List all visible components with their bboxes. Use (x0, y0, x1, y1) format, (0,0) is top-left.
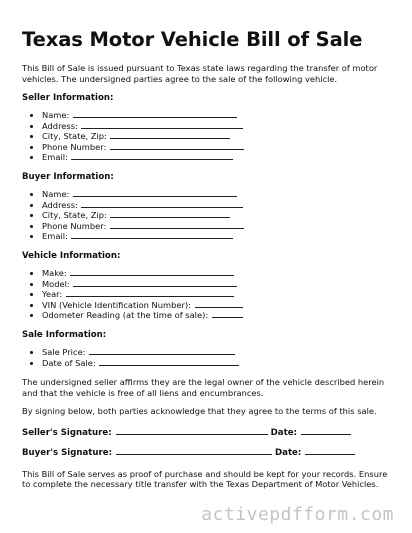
seller-signature-row (22, 427, 394, 439)
vehicle-model-label: Model: (42, 278, 70, 289)
buyer-name-field[interactable] (73, 189, 237, 197)
buyer-address-label: Address: (42, 199, 78, 210)
buyer-email-field[interactable] (71, 231, 233, 239)
buyer-address-item (42, 200, 394, 211)
seller-name-item (42, 110, 394, 121)
seller-phone-item (42, 142, 394, 153)
buyer-email-item (42, 231, 394, 242)
seller-signature-label: Seller's Signature: (22, 427, 112, 438)
seller-signature-field[interactable] (116, 427, 268, 435)
seller-phone-label: Phone Number: (42, 141, 107, 152)
vehicle-model-field[interactable] (73, 279, 237, 287)
vehicle-heading: Vehicle Information: (22, 250, 121, 261)
seller-email-field[interactable] (71, 152, 233, 160)
affirmation-paragraph: The undersigned seller affirms they are the legal owner of the vehicle described herein and that the vehicle is free of all liens and encumbrances. (22, 377, 385, 398)
seller-heading: Seller Information: (22, 93, 114, 103)
seller-email-item (42, 152, 394, 163)
footer-paragraph: This Bill of Sale serves as proof of purchase and should be kept for your records. Ensure to complete the necessary title transfer with the Texas Department of Motor Vehicles. (22, 468, 388, 490)
buyer-signature-row (22, 447, 394, 459)
page-title: Texas Motor Vehicle Bill of Sale (22, 28, 363, 51)
vehicle-vin-field[interactable] (195, 300, 243, 308)
bill-of-sale-form (22, 28, 394, 490)
buyer-phone-field[interactable] (110, 221, 244, 229)
sale-price-field[interactable] (89, 347, 235, 355)
vehicle-odometer-field[interactable] (212, 310, 243, 318)
vehicle-odometer-item (42, 310, 394, 321)
seller-name-field[interactable] (73, 110, 237, 118)
sale-date-item (42, 358, 394, 369)
vehicle-year-field[interactable] (66, 289, 234, 297)
vehicle-year-item (42, 289, 394, 300)
seller-phone-field[interactable] (110, 142, 244, 150)
sale-date-field[interactable] (99, 358, 239, 366)
buyer-fields (22, 189, 394, 242)
intro-paragraph: This Bill of Sale is issued pursuant to Texas state laws regarding the transfer of motor vehicles. The undersigned parties agree to the sale of the following vehicle. (22, 63, 378, 84)
vehicle-model-item (42, 279, 394, 290)
buyer-date-label: Date: (275, 447, 302, 458)
buyer-signature-label: Buyer's Signature: (22, 447, 113, 458)
buyer-name-item (42, 189, 394, 200)
seller-address-label: Address: (42, 120, 78, 131)
seller-address-field[interactable] (81, 121, 243, 129)
sale-price-label: Sale Price: (42, 346, 86, 357)
seller-name-label: Name: (42, 110, 70, 120)
buyer-signature-field[interactable] (116, 447, 272, 455)
vehicle-vin-item (42, 300, 394, 311)
seller-date-field[interactable] (301, 427, 351, 435)
buyer-city-item (42, 210, 394, 221)
seller-city-label: City, State, Zip: (42, 131, 107, 142)
vehicle-make-label: Make: (42, 267, 67, 278)
buyer-email-label: Email: (42, 231, 68, 242)
sale-heading: Sale Information: (22, 329, 107, 340)
vehicle-make-field[interactable] (70, 268, 234, 276)
seller-fields (22, 110, 394, 163)
vehicle-odometer-label: Odometer Reading (at the time of sale): (42, 310, 209, 321)
vehicle-year-label: Year: (42, 289, 63, 300)
seller-city-field[interactable] (110, 131, 230, 139)
buyer-date-field[interactable] (305, 447, 355, 455)
buyer-city-field[interactable] (110, 210, 230, 218)
seller-email-label: Email: (42, 152, 68, 163)
seller-city-item (42, 131, 394, 142)
buyer-heading: Buyer Information: (22, 171, 114, 182)
seller-address-item (42, 121, 394, 132)
buyer-phone-item (42, 221, 394, 232)
sale-fields (22, 347, 394, 368)
acknowledge-paragraph: By signing below, both parties acknowledge that they agree to the terms of this sale. (22, 406, 377, 417)
sale-date-label: Date of Sale: (42, 357, 96, 368)
vehicle-make-item (42, 268, 394, 279)
sale-price-item (42, 347, 394, 358)
buyer-name-label: Name: (42, 188, 70, 199)
seller-date-label: Date: (270, 427, 297, 438)
vehicle-vin-label: VIN (Vehicle Identification Number): (42, 299, 191, 310)
watermark: activepdfform.com (201, 504, 394, 525)
buyer-phone-label: Phone Number: (42, 220, 107, 231)
buyer-city-label: City, State, Zip: (42, 210, 107, 221)
vehicle-fields (22, 268, 394, 321)
buyer-address-field[interactable] (81, 200, 243, 208)
